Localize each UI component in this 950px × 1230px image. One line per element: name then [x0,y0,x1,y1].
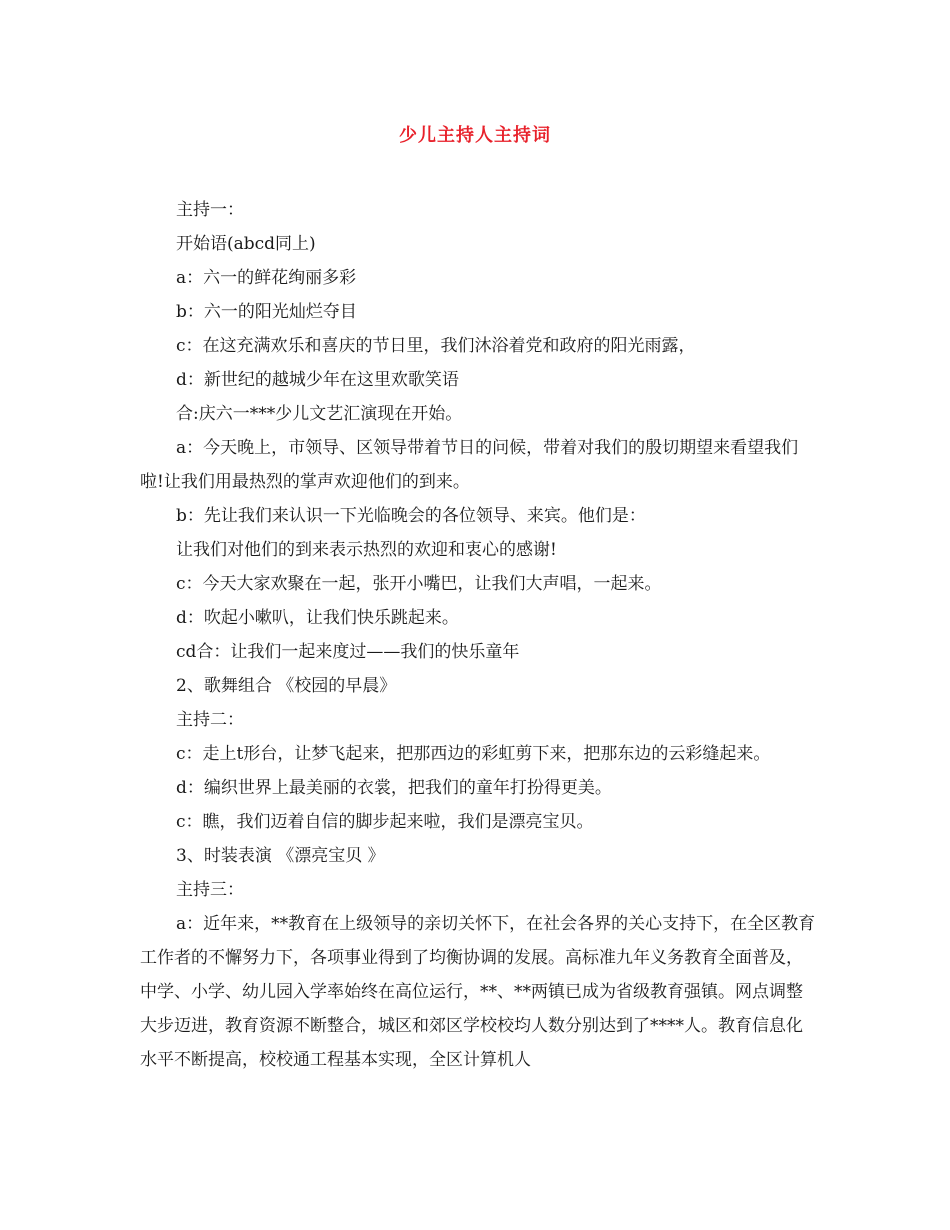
paragraph: 合:庆六一***少儿文艺汇演现在开始。 [176,404,463,424]
paragraph: a：今天晚上，市领导、区领导带着节日的问候，带着对我们的殷切期望来看望我们啦!让我们用最热烈的掌声欢迎他们的到来。 [140,438,799,492]
paragraph: 3、时装表演 《漂亮宝贝 》 [176,846,385,866]
paragraph: c：在这充满欢乐和喜庆的节日里，我们沐浴着党和政府的阳光雨露， [176,336,696,356]
paragraph: 主持二： [176,710,244,730]
paragraph: 主持一： [176,200,244,220]
paragraph: d：吹起小嗽叭，让我们快乐跳起来。 [176,608,459,628]
paragraph: 2、歌舞组合 《校园的早晨》 [176,676,397,696]
paragraph: a：六一的鲜花绚丽多彩 [176,268,357,288]
paragraph: 让我们对他们的到来表示热烈的欢迎和衷心的感谢! [176,540,557,560]
document-title: 少儿主持人主持词 [399,125,551,146]
paragraph: b：先让我们来认识一下光临晚会的各位领导、来宾。他们是： [176,506,646,526]
paragraph: c：瞧，我们迈着自信的脚步起来啦，我们是漂亮宝贝。 [176,812,594,832]
paragraph: d：编织世界上最美丽的衣裳，把我们的童年打扮得更美。 [176,778,612,798]
document-body [140,193,816,1077]
paragraph: c：走上t形台，让梦飞起来，把那西边的彩虹剪下来，把那东边的云彩缝起来。 [176,744,771,764]
paragraph: b：六一的阳光灿烂夺目 [176,302,357,322]
paragraph: 开始语(abcd同上) [176,234,316,254]
paragraph: a：近年来，**教育在上级领导的亲切关怀下，在社会各界的关心支持下，在全区教育工作者的不懈努力下，各项事业得到了均衡协调的发展。高标准九年义务教育全面普及，中学、小学、幼儿园入学率始终在高位运行，**、**两镇已成为省级教育强镇。网点调整大步迈进，教育资源不断整合，城区和郊区学校校均人数分别达到了****人。教育信息化水平不断提高，校校通工程基本实现，全区计算机人 [140,914,816,1070]
paragraph: d：新世纪的越城少年在这里欢歌笑语 [176,370,459,390]
paragraph: 主持三： [176,880,244,900]
paragraph: cd合：让我们一起来度过——我们的快乐童年 [176,642,520,662]
paragraph: c：今天大家欢聚在一起，张开小嘴巴，让我们大声唱，一起来。 [176,574,662,594]
